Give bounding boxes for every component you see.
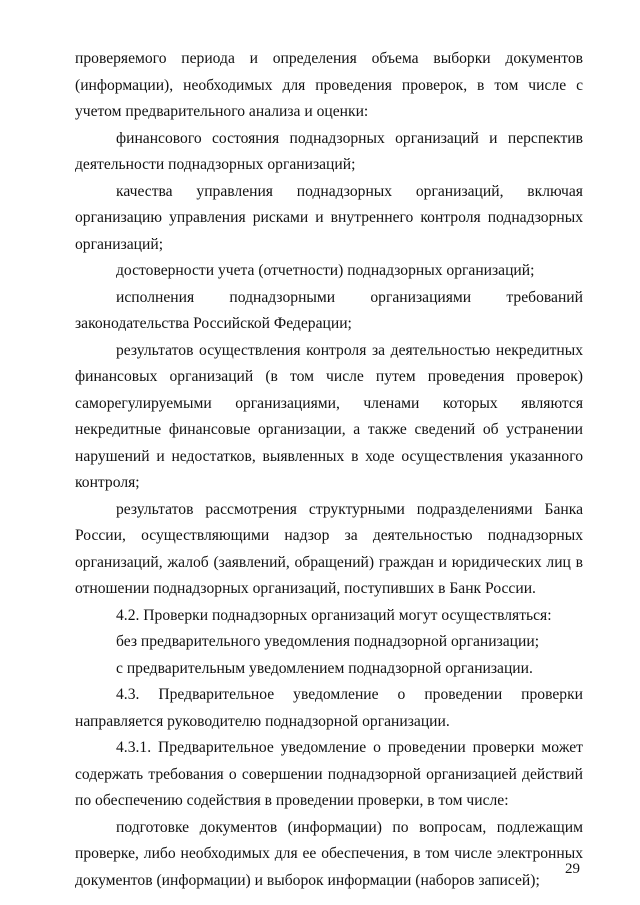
paragraph-without-notice: без предварительного уведомления поднадзорной организации;	[116, 633, 540, 650]
paragraph-document-preparation: подготовке документов (информации) по вопросам, подлежащим проверке, либо необходимых для ее обеспечения, в том числе электронных документов (информации) и выборок информации (наборов записей);	[75, 818, 583, 889]
paragraph-legislation-compliance: исполнения поднадзорными организациями требований законодательства Российской Федерации;	[75, 288, 583, 332]
paragraph-accounting-reliability: достоверности учета (отчетности) поднадзорных организаций;	[116, 262, 535, 279]
paragraph-control-results: результатов осуществления контроля за деятельностью некредитных финансовых организаций (в том числе путем проведения проверок) саморегулируемыми организациями, членами которых являются некредитные финансовые организации, а также сведений об устранении нарушений и недостатков, выявленных в ходе осуществления указанного контроля;	[75, 341, 583, 491]
paragraph-section-4-3-1: 4.3.1. Предварительное уведомление о проведении проверки может содержать требования о совершении поднадзорной организацией действий по обеспечению содействия в проведении проверки, в том числе:	[75, 739, 583, 809]
paragraph-with-notice: с предварительным уведомлением поднадзорной организации.	[116, 659, 533, 677]
paragraph-financial-state: финансового состояния поднадзорных организаций и перспектив деятельности поднадзорных организаций;	[75, 129, 583, 173]
page-number: 29	[565, 861, 580, 877]
document-body	[75, 46, 583, 894]
paragraph-management-quality: качества управления поднадзорных организаций, включая организацию управления рисками и внутреннего контроля поднадзорных организаций;	[75, 182, 583, 253]
paragraph-section-4-2: 4.2. Проверки поднадзорных организаций могут осуществляться:	[116, 606, 552, 624]
paragraph-section-4-3: 4.3. Предварительное уведомление о проведении проверки направляется руководителю поднадзорной организации.	[75, 686, 583, 730]
paragraph-complaints-review: результатов рассмотрения структурными подразделениями Банка России, осуществляющими надзор за деятельностью поднадзорных организаций, жалоб (заявлений, обращений) граждан и юридических лиц в отношении поднадзорных организаций, поступивших в Банк России.	[75, 500, 583, 597]
paragraph-continuation: проверяемого периода и определения объема выборки документов (информации), необходимых для проведения проверок, в том числе с учетом предварительного анализа и оценки:	[75, 50, 583, 120]
